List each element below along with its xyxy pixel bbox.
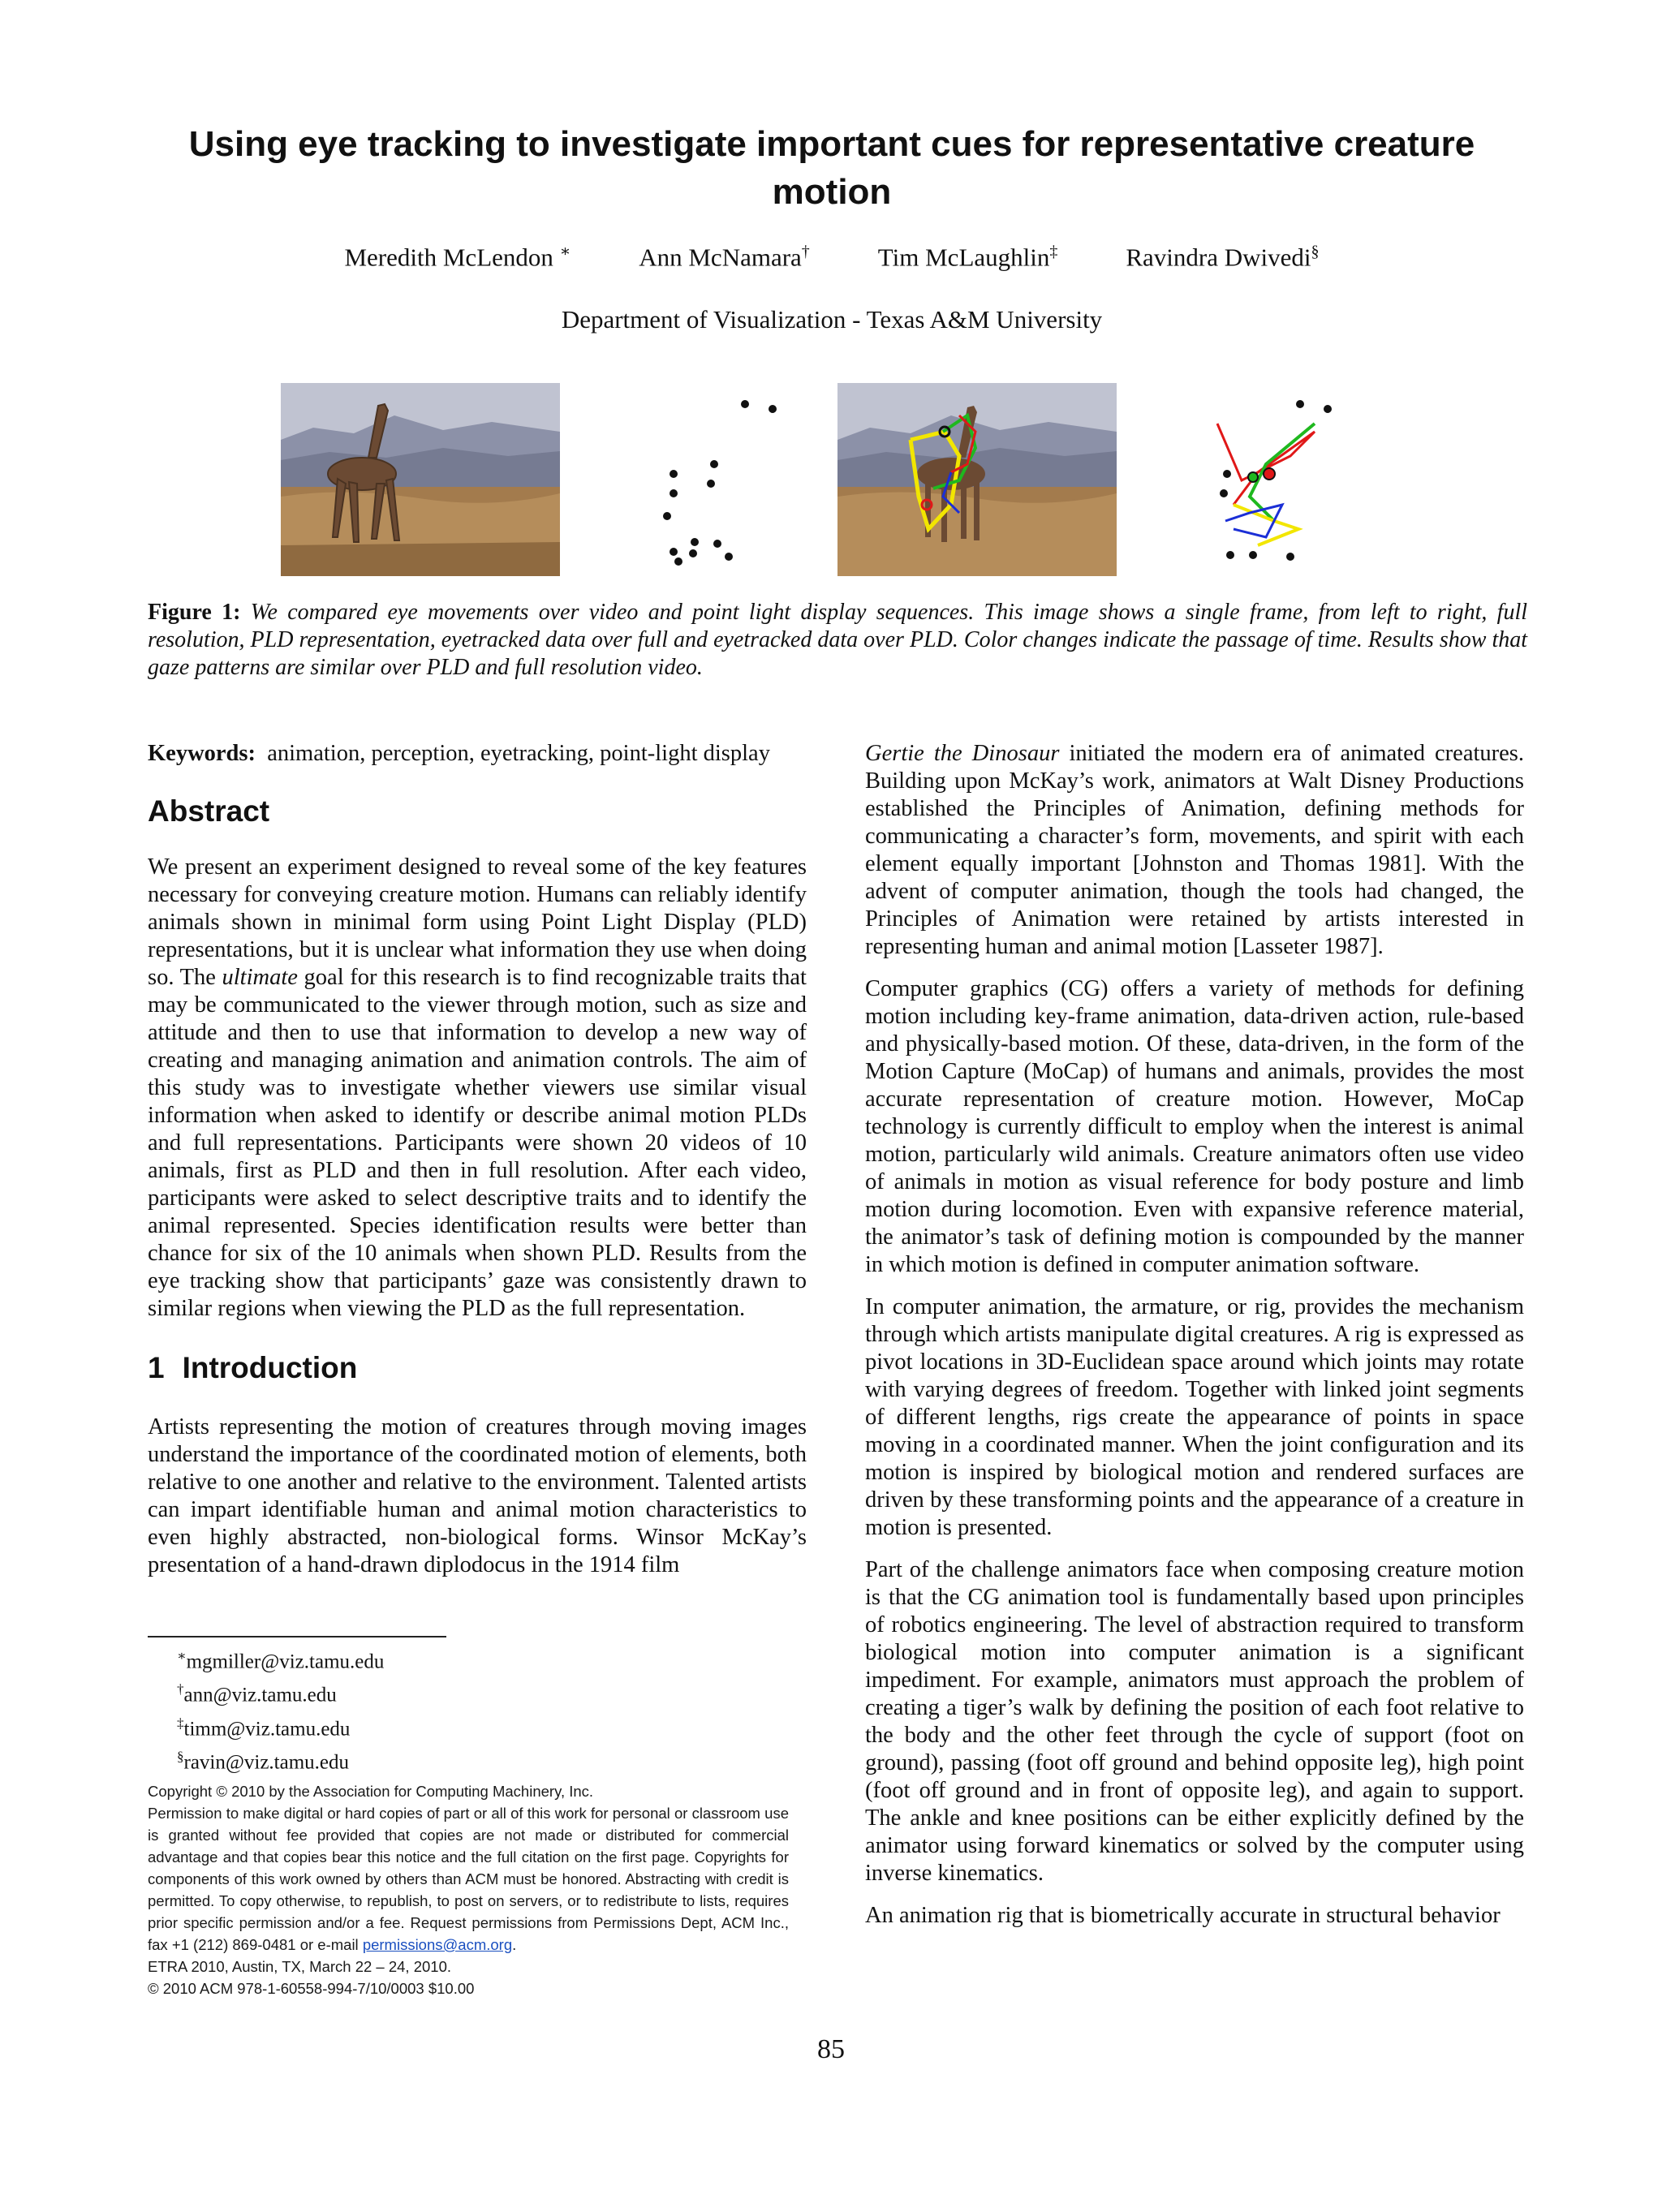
gaze-over-pld [1169, 383, 1347, 576]
copyright-line: Copyright © 2010 by the Association for Computing Machinery, Inc. [148, 1783, 594, 1800]
author-3: Tim McLaughlin‡ [877, 243, 1058, 272]
abstract-text: We present an experiment designed to reveal some of the key features necessary for conveying creature motion. Humans can reliably identify animals shown in minimal form using Point Light Display (PLD) representations, but it is unclear what information they use when doing so. The ultimate goal for this research is to find recognizable traits that may be communicated to the viewer through motion, such as size and attitude and then to use that information to develop a new way of creating and managing animation and animation controls. The aim of this study was to investigate whether viewers use similar visual information when asked to identify or describe animal motion PLDs and full representations. Participants were shown 20 videos of 10 animals, first as PLD and then in full resolution. After each video, participants were asked to select descriptive traits and to identify the animal represented. Species identification results were better than chance for six of the 10 animals when shown PLD. Results from the eye tracking show that participants’ gaze was consistently drawn to similar regions when viewing the PLD as the full representation. [148, 854, 807, 1321]
figure-panel-eyetracked-pld [1169, 383, 1347, 576]
paper-title: Using eye tracking to investigate important cues for representative creature motion [188, 124, 1475, 212]
figure-panel-full-resolution [281, 383, 560, 576]
permissions-email-link[interactable]: permissions@acm.org [362, 1936, 513, 1953]
intro-paragraph-5: An animation rig that is biometrically accurate in structural behavior [865, 1903, 1501, 1928]
figure-panel-pld [649, 383, 795, 576]
copyright-notice [148, 1780, 789, 1999]
keywords: Keywords: animation, perception, eyetracking, point-light display [148, 741, 770, 766]
isbn-line: © 2010 ACM 978-1-60558-994-7/10/0003 $10.00 [148, 1980, 475, 1997]
footnote-1: ∗mgmiller@viz.tamu.edu [177, 1648, 385, 1673]
footnotes [177, 1642, 583, 1776]
intro-paragraph-4: Part of the challenge animators face when composing creature motion is that the CG animation tool is fundamentally based upon principles of robotics engineering. The level of abstraction required to transform biological motion into computer animation is a significant impediment. For example, animators must approach the problem of creating a tiger’s walk by defining the position of each foot relative to the body and the other feet through the cycle of support (foot on ground), passing (foot off ground and behind opposite leg), high point (foot off ground and in front of opposite leg), and again to support. The ankle and knee positions can be either explicitly defined by the animator using forward kinematics or solved by the computer using inverse kinematics. [865, 1557, 1524, 1886]
figure-panel-eyetracked-full [837, 383, 1117, 576]
right-column [865, 740, 1524, 1944]
figure-label: Figure 1: [148, 600, 241, 625]
intro-paragraph-1: Artists representing the motion of creatures through moving images understand the importance of the coordinated motion of elements, both relative to one another and relative to the environment. Talented artists can impart identifiable human and animal motion characteristics to even highly abstracted, non-biological forms. Winsor McKay’s presentation of a hand-drawn diplodocus in the 1914 film [148, 1414, 807, 1577]
footnote-2: †ann@viz.tamu.edu [177, 1681, 337, 1706]
gaze-over-giraffe [837, 383, 1117, 576]
affiliation: Department of Visualization - Texas A&M University [561, 305, 1103, 334]
author-2: Ann McNamara† [639, 243, 810, 272]
author-list [146, 235, 1518, 273]
giraffe-photo [281, 383, 560, 576]
footnote-rule [148, 1636, 446, 1637]
figure-caption [148, 599, 1527, 682]
permission-text: Permission to make digital or hard copies of part or all of this work for personal or classroom use is granted without fee provided that copies are not made or distributed for commercial advantage and that copies bear this notice and the full citation on the first page. Copyrights for components of this work owned by others than ACM must be honored. Abstracting with credit is permitted. To copy otherwise, to republish, to post on servers, or to redistribute to lists, requires prior specific permission and/or a fee. Request permissions from Permissions Dept, ACM Inc., fax +1 (212) 869-0481 or e-mail permissions@acm.org. [148, 1805, 789, 1953]
author-4: Ravindra Dwivedi§ [1126, 243, 1320, 272]
footnote-3: ‡timm@viz.tamu.edu [177, 1715, 351, 1740]
abstract-heading: Abstract [148, 794, 270, 828]
intro-paragraph-1-continued: Gertie the Dinosaur initiated the modern era of animated creatures. Building upon McKay’s work, animators at Walt Disney Productions established the Principles of Animation, defining methods for communicating a character’s form, movements, and spirit with each element equally important [Johnston and Thomas 1981]. With the advent of computer animation, though the tools had changed, the Principles of Animation were retained by artists interested in representing human and animal motion [Lasseter 1987]. [865, 741, 1525, 959]
figure-caption-text: We compared eye movements over video and point light display sequences. This image shows a single frame, from left to right, full resolution, PLD representation, eyetracked data over full and eyetracked data over PLD. Color changes indicate the passage of time. Results show that gaze patterns are similar over PLD and full resolution video. [148, 600, 1528, 680]
author-1: Meredith McLendon ∗ [344, 243, 571, 272]
page-number: 85 [817, 2034, 845, 2064]
left-column [148, 740, 807, 1594]
pld-dots [649, 383, 795, 576]
intro-paragraph-2: Computer graphics (CG) offers a variety of methods for defining motion including key-frame animation, data-driven action, rule-based and physically-based motion. Of these, data-driven, in the form of the Motion Capture (MoCap) of humans and animals, provides the most accurate representation of creature motion. However, MoCap technology is currently difficult to employ when the interest is animal motion, particularly wild animals. Creature animators often use video of animals in motion as visual reference for body posture and limb motion during locomotion. Even with expansive reference material, the animator’s task of defining motion is compounded by the manner in which motion is defined in computer animation software. [865, 976, 1524, 1277]
footnote-4: §ravin@viz.tamu.edu [177, 1748, 350, 1774]
introduction-heading: 1 Introduction [148, 1351, 358, 1384]
intro-paragraph-3: In computer animation, the armature, or rig, provides the mechanism through which artists manipulate digital creatures. A rig is expressed as pivot locations in 3D-Euclidean space around which joints may rotate with varying degrees of freedom. Together with linked joint segments of different lengths, rigs create the appearance of points in space moving in a coordinated manner. When the joint configuration and its motion is inspired by biological motion and rendered surfaces are driven by these transforming points and the appearance of a creature in motion is presented. [865, 1294, 1524, 1540]
conference-line: ETRA 2010, Austin, TX, March 22 – 24, 2010. [148, 1958, 451, 1975]
